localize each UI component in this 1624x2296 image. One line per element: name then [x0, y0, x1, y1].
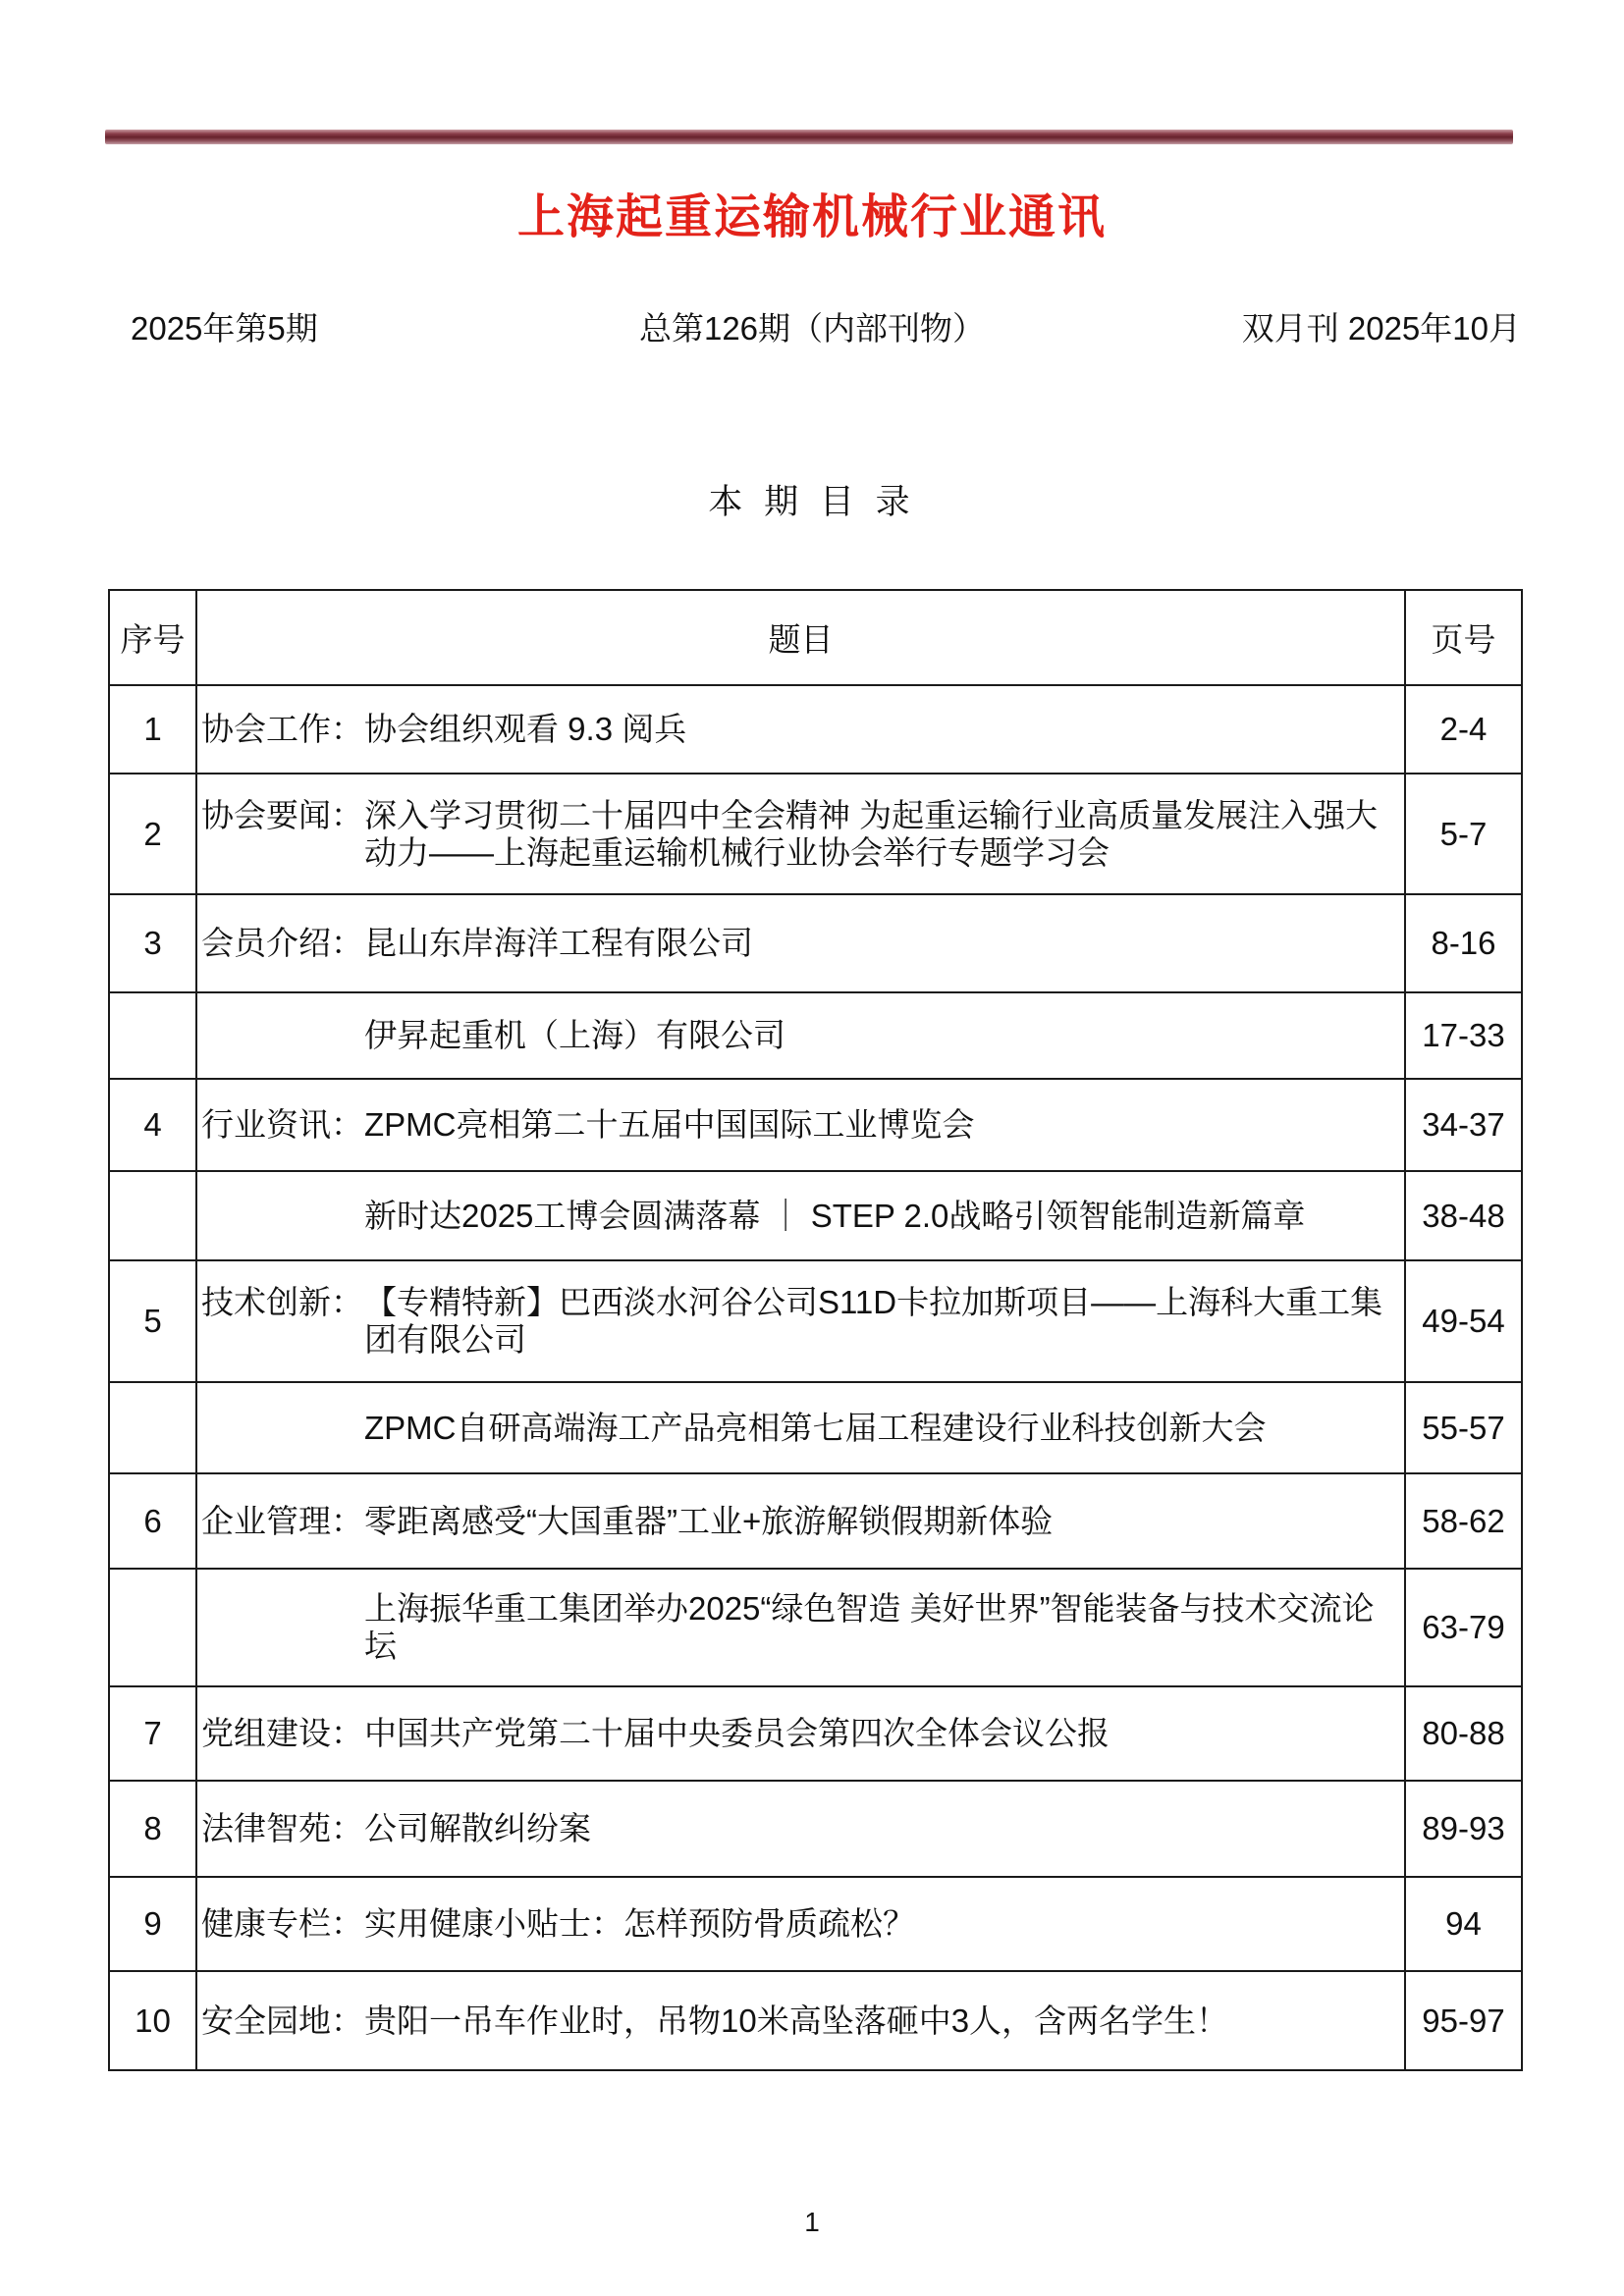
toc-header-row — [109, 590, 1522, 685]
toc-row-index: 4 — [109, 1079, 196, 1171]
toc-category-label: 协会工作： — [201, 711, 363, 748]
toc-title-text: ZPMC自研高端海工产品亮相第七届工程建设行业科技创新大会 — [364, 1409, 1267, 1446]
toc-row-index: 6 — [109, 1473, 196, 1569]
toc-row — [109, 894, 1522, 992]
toc-title-text: ZPMC亮相第二十五届中国国际工业博览会 — [364, 1106, 975, 1144]
toc-row-title — [196, 1382, 1405, 1473]
toc-row-title — [196, 1260, 1405, 1382]
toc-row-page: 5-7 — [1405, 774, 1522, 894]
toc-row-page: 95-97 — [1405, 1971, 1522, 2070]
toc-row-page: 17-33 — [1405, 992, 1522, 1079]
toc-category-label: 健康专栏： — [201, 1905, 363, 1943]
toc-title-text: 公司解散纠纷案 — [364, 1810, 591, 1847]
toc-title-text: 协会组织观看 9.3 阅兵 — [364, 711, 687, 748]
toc-row-page: 89-93 — [1405, 1781, 1522, 1877]
masthead-rule — [105, 130, 1513, 144]
toc-row — [109, 1686, 1522, 1781]
toc-title-text: 【专精特新】巴西淡水河谷公司S11D卡拉加斯项目——上海科大重工集团有限公司 — [364, 1284, 1383, 1358]
toc-row-page: 38-48 — [1405, 1171, 1522, 1260]
toc-row-page: 2-4 — [1405, 685, 1522, 774]
toc-row-page: 34-37 — [1405, 1079, 1522, 1171]
column-header-index: 序号 — [109, 590, 196, 685]
toc-row — [109, 1171, 1522, 1260]
toc-row-title — [196, 1781, 1405, 1877]
masthead-title: 上海起重运输机械行业通讯 — [516, 191, 1107, 243]
toc-title-text: 伊昇起重机（上海）有限公司 — [364, 1017, 785, 1054]
toc-category-label: 行业资讯： — [201, 1106, 363, 1144]
publication-frequency: 双月刊 2025年10月 — [1241, 310, 1521, 347]
toc-category-label: 安全园地： — [201, 2002, 363, 2039]
toc-row-index: 2 — [109, 774, 196, 894]
toc-row — [109, 774, 1522, 894]
toc-title-text: 深入学习贯彻二十届四中全会精神 为起重运输行业高质量发展注入强大动力——上海起重运输机械行业协会举行专题学习会 — [364, 796, 1379, 871]
toc-row-title — [196, 1473, 1405, 1569]
page-number: 1 — [804, 2207, 820, 2237]
toc-row — [109, 1260, 1522, 1382]
toc-row-index — [109, 1171, 196, 1260]
toc-row-page: 80-88 — [1405, 1686, 1522, 1781]
column-header-page: 页号 — [1405, 590, 1522, 685]
toc-row-page: 58-62 — [1405, 1473, 1522, 1569]
toc-row-title — [196, 1569, 1405, 1686]
toc-category-label: 法律智苑： — [201, 1810, 363, 1847]
toc-row-title — [196, 1971, 1405, 2070]
toc-row-page: 94 — [1405, 1877, 1522, 1971]
toc-row-title — [196, 992, 1405, 1079]
toc-row-index: 3 — [109, 894, 196, 992]
toc-category-label: 协会要闻： — [201, 796, 363, 833]
toc-title-text: 零距离感受“大国重器”工业+旅游解锁假期新体验 — [364, 1502, 1054, 1539]
toc-title-text: 昆山东岸海洋工程有限公司 — [364, 925, 753, 962]
toc-row-title — [196, 894, 1405, 992]
toc-row-title — [196, 774, 1405, 894]
toc-row — [109, 1971, 1522, 2070]
toc-title-text: 中国共产党第二十届中央委员会第四次全体会议公报 — [364, 1715, 1110, 1752]
toc-row — [109, 1473, 1522, 1569]
toc-row-page: 49-54 — [1405, 1260, 1522, 1382]
toc-row-index: 10 — [109, 1971, 196, 2070]
toc-row — [109, 1781, 1522, 1877]
toc-row — [109, 1079, 1522, 1171]
issue-line — [0, 306, 1624, 351]
toc-row-page: 8-16 — [1405, 894, 1522, 992]
toc-row — [109, 1382, 1522, 1473]
toc-title-text: 贵阳一吊车作业时，吊物10米高坠落砸中3人，含两名学生！ — [364, 2002, 1229, 2039]
toc-heading: 本 期 目 录 — [708, 483, 916, 521]
toc-row-title — [196, 1877, 1405, 1971]
issue-number: 2025年第5期 — [131, 310, 318, 347]
toc-title-text: 上海振华重工集团举办2025“绿色智造 美好世界”智能装备与技术交流论坛 — [364, 1590, 1375, 1664]
toc-row-index — [109, 992, 196, 1079]
column-header-title: 题目 — [196, 590, 1405, 685]
toc-row-title — [196, 685, 1405, 774]
toc-row — [109, 1877, 1522, 1971]
toc-table — [108, 589, 1523, 2071]
toc-row-index: 8 — [109, 1781, 196, 1877]
toc-category-label: 企业管理： — [201, 1502, 363, 1539]
toc-category-label: 会员介绍： — [201, 925, 363, 962]
toc-row-index — [109, 1382, 196, 1473]
toc-row-page: 55-57 — [1405, 1382, 1522, 1473]
toc-category-label: 党组建设： — [201, 1715, 363, 1752]
toc-row-title — [196, 1686, 1405, 1781]
toc-title-text: 新时达2025工博会圆满落幕 ｜ STEP 2.0战略引领智能制造新篇章 — [364, 1197, 1306, 1234]
toc-row-index: 9 — [109, 1877, 196, 1971]
toc-row — [109, 685, 1522, 774]
toc-row — [109, 992, 1522, 1079]
toc-row-title — [196, 1171, 1405, 1260]
toc-row-title — [196, 1079, 1405, 1171]
cumulative-issue-label: 总第126期（内部刊物） — [638, 310, 986, 347]
toc-row-index — [109, 1569, 196, 1686]
toc-row-index: 1 — [109, 685, 196, 774]
toc-row-index: 7 — [109, 1686, 196, 1781]
toc-row — [109, 1569, 1522, 1686]
toc-row-page: 63-79 — [1405, 1569, 1522, 1686]
toc-title-text: 实用健康小贴士：怎样预防骨质疏松？ — [364, 1905, 915, 1943]
toc-row-index: 5 — [109, 1260, 196, 1382]
toc-category-label: 技术创新： — [201, 1284, 363, 1321]
